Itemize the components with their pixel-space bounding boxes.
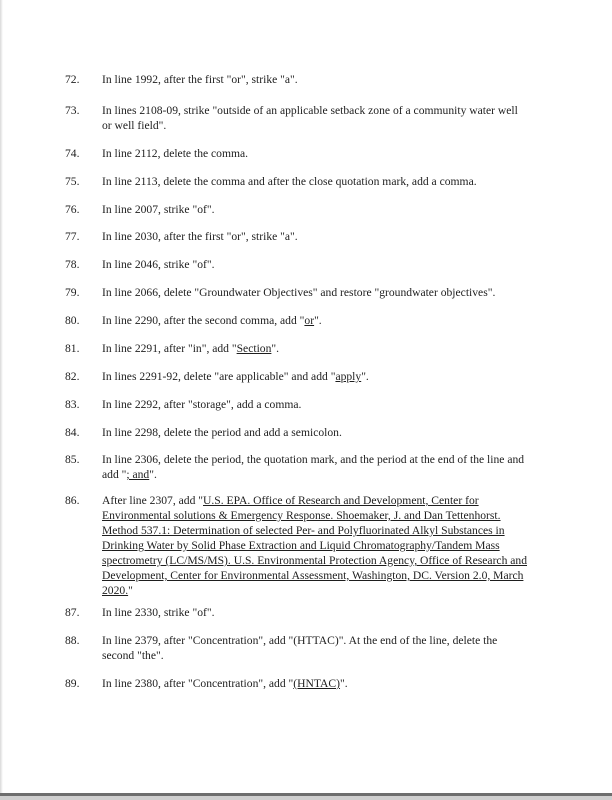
item-text: In line 2113, delete the comma and after the close quotation mark, add a comma. xyxy=(102,175,477,188)
item-number: 76. xyxy=(65,203,80,216)
item-text: In line 2007, strike "of". xyxy=(102,203,215,216)
item-text: In line 2292, after "storage", add a comma. xyxy=(102,398,302,411)
item-number: 87. xyxy=(65,606,80,619)
item-text: In line 2379, after "Concentration", add "(HTTAC)". At the end of the line, delete the second "the". xyxy=(102,634,498,662)
item-text: In line 2306, delete the period, the quotation mark, and the period at the end of the line and add "; and". xyxy=(102,453,525,481)
item-text: In lines 2108-09, strike "outside of an applicable setback zone of a community water well or well field". xyxy=(102,104,518,132)
item-number: 82. xyxy=(65,370,80,383)
item-number: 73. xyxy=(65,104,80,117)
item-text: In line 2290, after the second comma, add "or". xyxy=(102,314,322,327)
item-number: 80. xyxy=(65,314,80,327)
item-text: In lines 2291-92, delete "are applicable" and add "apply". xyxy=(102,370,369,383)
item-text: In line 2046, strike "of". xyxy=(102,258,215,271)
item-number: 75. xyxy=(65,175,80,188)
item-number: 83. xyxy=(65,398,80,411)
item-text: In line 2066, delete "Groundwater Objectives" and restore "groundwater objectives". xyxy=(102,286,496,299)
item-number: 84. xyxy=(65,426,80,439)
item-text: In line 1992, after the first "or", strike "a". xyxy=(102,73,298,86)
item-number: 78. xyxy=(65,258,80,271)
item-number: 77. xyxy=(65,230,80,243)
item-number: 74. xyxy=(65,147,80,160)
scan-bottom-shade xyxy=(0,796,612,800)
scan-left-edge xyxy=(0,0,3,800)
item-text: In line 2030, after the first "or", strike "a". xyxy=(102,230,298,243)
item-number: 72. xyxy=(65,73,80,86)
item-text: After line 2307, add "U.S. EPA. Office of Research and Development, Center for Environmental solutions & Emergency Response. Shoemaker, J. and Dan Tettenhorst. Method 537.1: Determination of selected Per- and Polyfluorinated Alkyl Substances in Drinking Water by Solid Phase Extraction and Liquid Chromatography/Tandem Mass spectrometry (LC/MS/MS). U.S. Environmental Protection Agency, Office of Research and Development, Center for Environmental Assessment, Washington, DC. Version 2.0, March 2020." xyxy=(102,494,528,597)
item-text: In line 2112, delete the comma. xyxy=(102,147,249,160)
item-number: 86. xyxy=(65,494,80,507)
item-text: In line 2291, after "in", add "Section". xyxy=(102,342,280,355)
item-number: 88. xyxy=(65,634,80,647)
item-number: 81. xyxy=(65,342,80,355)
item-text: In line 2298, delete the period and add a semicolon. xyxy=(102,426,342,439)
item-number: 85. xyxy=(65,453,80,466)
item-text: In line 2330, strike "of". xyxy=(102,606,215,619)
item-text: In line 2380, after "Concentration", add "(HNTAC)". xyxy=(102,677,348,690)
item-number: 79. xyxy=(65,286,80,299)
item-number: 89. xyxy=(65,677,80,690)
